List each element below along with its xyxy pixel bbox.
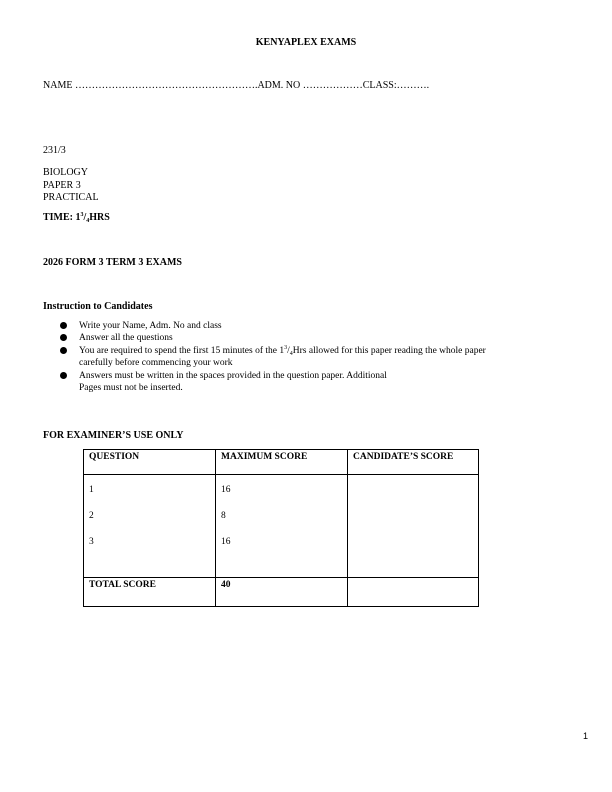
examiner-heading: FOR EXAMINER’S USE ONLY xyxy=(43,430,184,441)
total-label: TOTAL SCORE xyxy=(84,578,216,607)
instruction-item: Answer all the questions xyxy=(60,332,560,344)
maximum-score: 16 xyxy=(221,537,231,547)
instructions-heading: Instruction to Candidates xyxy=(43,301,153,312)
page-title: KENYAPLEX EXAMS xyxy=(255,37,357,48)
exam-time: TIME: $1^3/_4HRS$ xyxy=(43,212,110,224)
question-number: 2 xyxy=(89,511,94,521)
maximum-scores-cell xyxy=(216,475,348,578)
subject-name: BIOLOGY xyxy=(43,167,88,178)
candidate-score-cell[interactable] xyxy=(348,475,479,578)
instructions-list xyxy=(60,320,560,394)
question-number: 3 xyxy=(89,537,94,547)
column-header-candidate-score: CANDIDATE’S SCORE xyxy=(348,450,479,475)
bullet-icon xyxy=(60,334,67,341)
table-header-row xyxy=(84,450,479,475)
paper-type: PRACTICAL xyxy=(43,192,99,203)
maximum-score: 16 xyxy=(221,485,231,495)
column-header-maximum-score: MAXIMUM SCORE xyxy=(216,450,348,475)
column-header-question: QUESTION xyxy=(84,450,216,475)
table-row xyxy=(84,475,479,578)
question-number: 1 xyxy=(89,485,94,495)
exam-title: 2026 FORM 3 TERM 3 EXAMS xyxy=(43,257,182,268)
paper-number: PAPER 3 xyxy=(43,179,81,191)
total-row xyxy=(84,578,479,607)
instruction-item: Write your Name, Adm. No and class xyxy=(60,320,560,332)
subject-block xyxy=(43,167,99,205)
total-candidate-score-cell[interactable] xyxy=(348,578,479,607)
total-maximum-score: 40 xyxy=(216,578,348,607)
student-details-line: NAME ……………………………………………….ADM. NO ………………CLASS:………. xyxy=(43,80,430,91)
page-number: 1 xyxy=(583,731,589,741)
instruction-item: You are required to spend the first 15 minutes of the $1^3/_4Hrs$ allowed for this paper reading the whole paper carefully before commencing your work xyxy=(60,345,560,370)
question-numbers-cell xyxy=(84,475,216,578)
bullet-icon xyxy=(60,347,67,354)
bullet-icon xyxy=(60,372,67,379)
bullet-icon xyxy=(60,322,67,329)
score-table xyxy=(83,449,479,607)
instruction-item: Answers must be written in the spaces provided in the question paper. Additional Pages must not be inserted. xyxy=(60,370,560,395)
maximum-score: 8 xyxy=(221,511,226,521)
paper-code: 231/3 xyxy=(43,145,66,156)
